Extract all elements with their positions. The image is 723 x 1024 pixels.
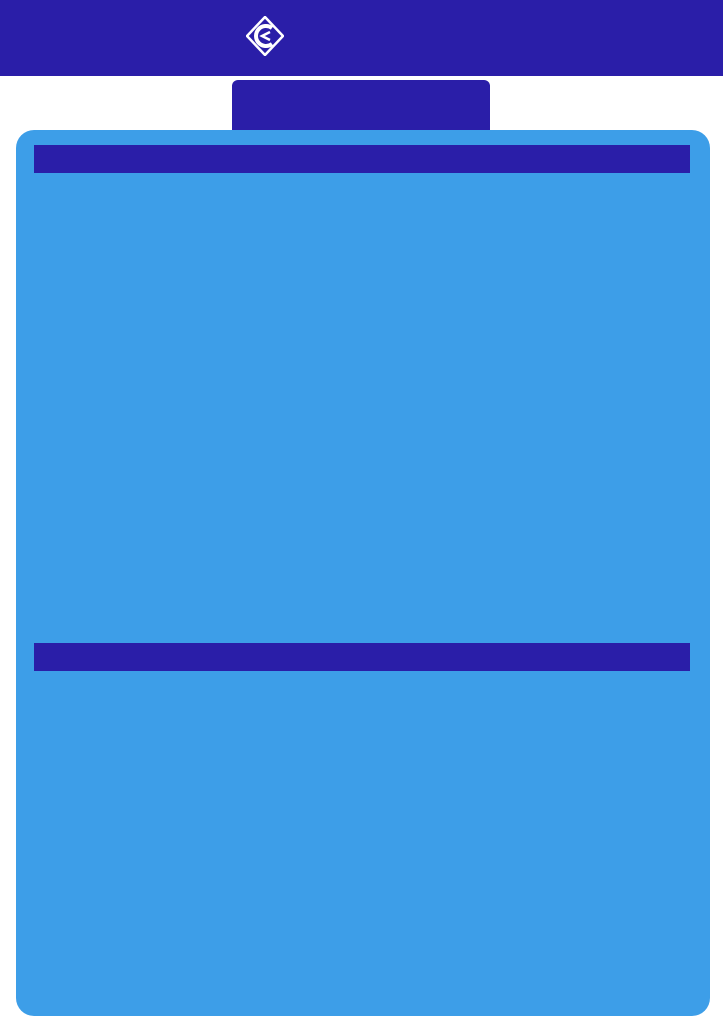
page-title-tab: [232, 80, 490, 132]
header-bar: [0, 0, 723, 76]
banner-internacional: [34, 643, 690, 671]
banner-nacional: [34, 145, 690, 173]
tariff-panel: [16, 130, 710, 1016]
correos-logo-icon: [246, 16, 284, 56]
